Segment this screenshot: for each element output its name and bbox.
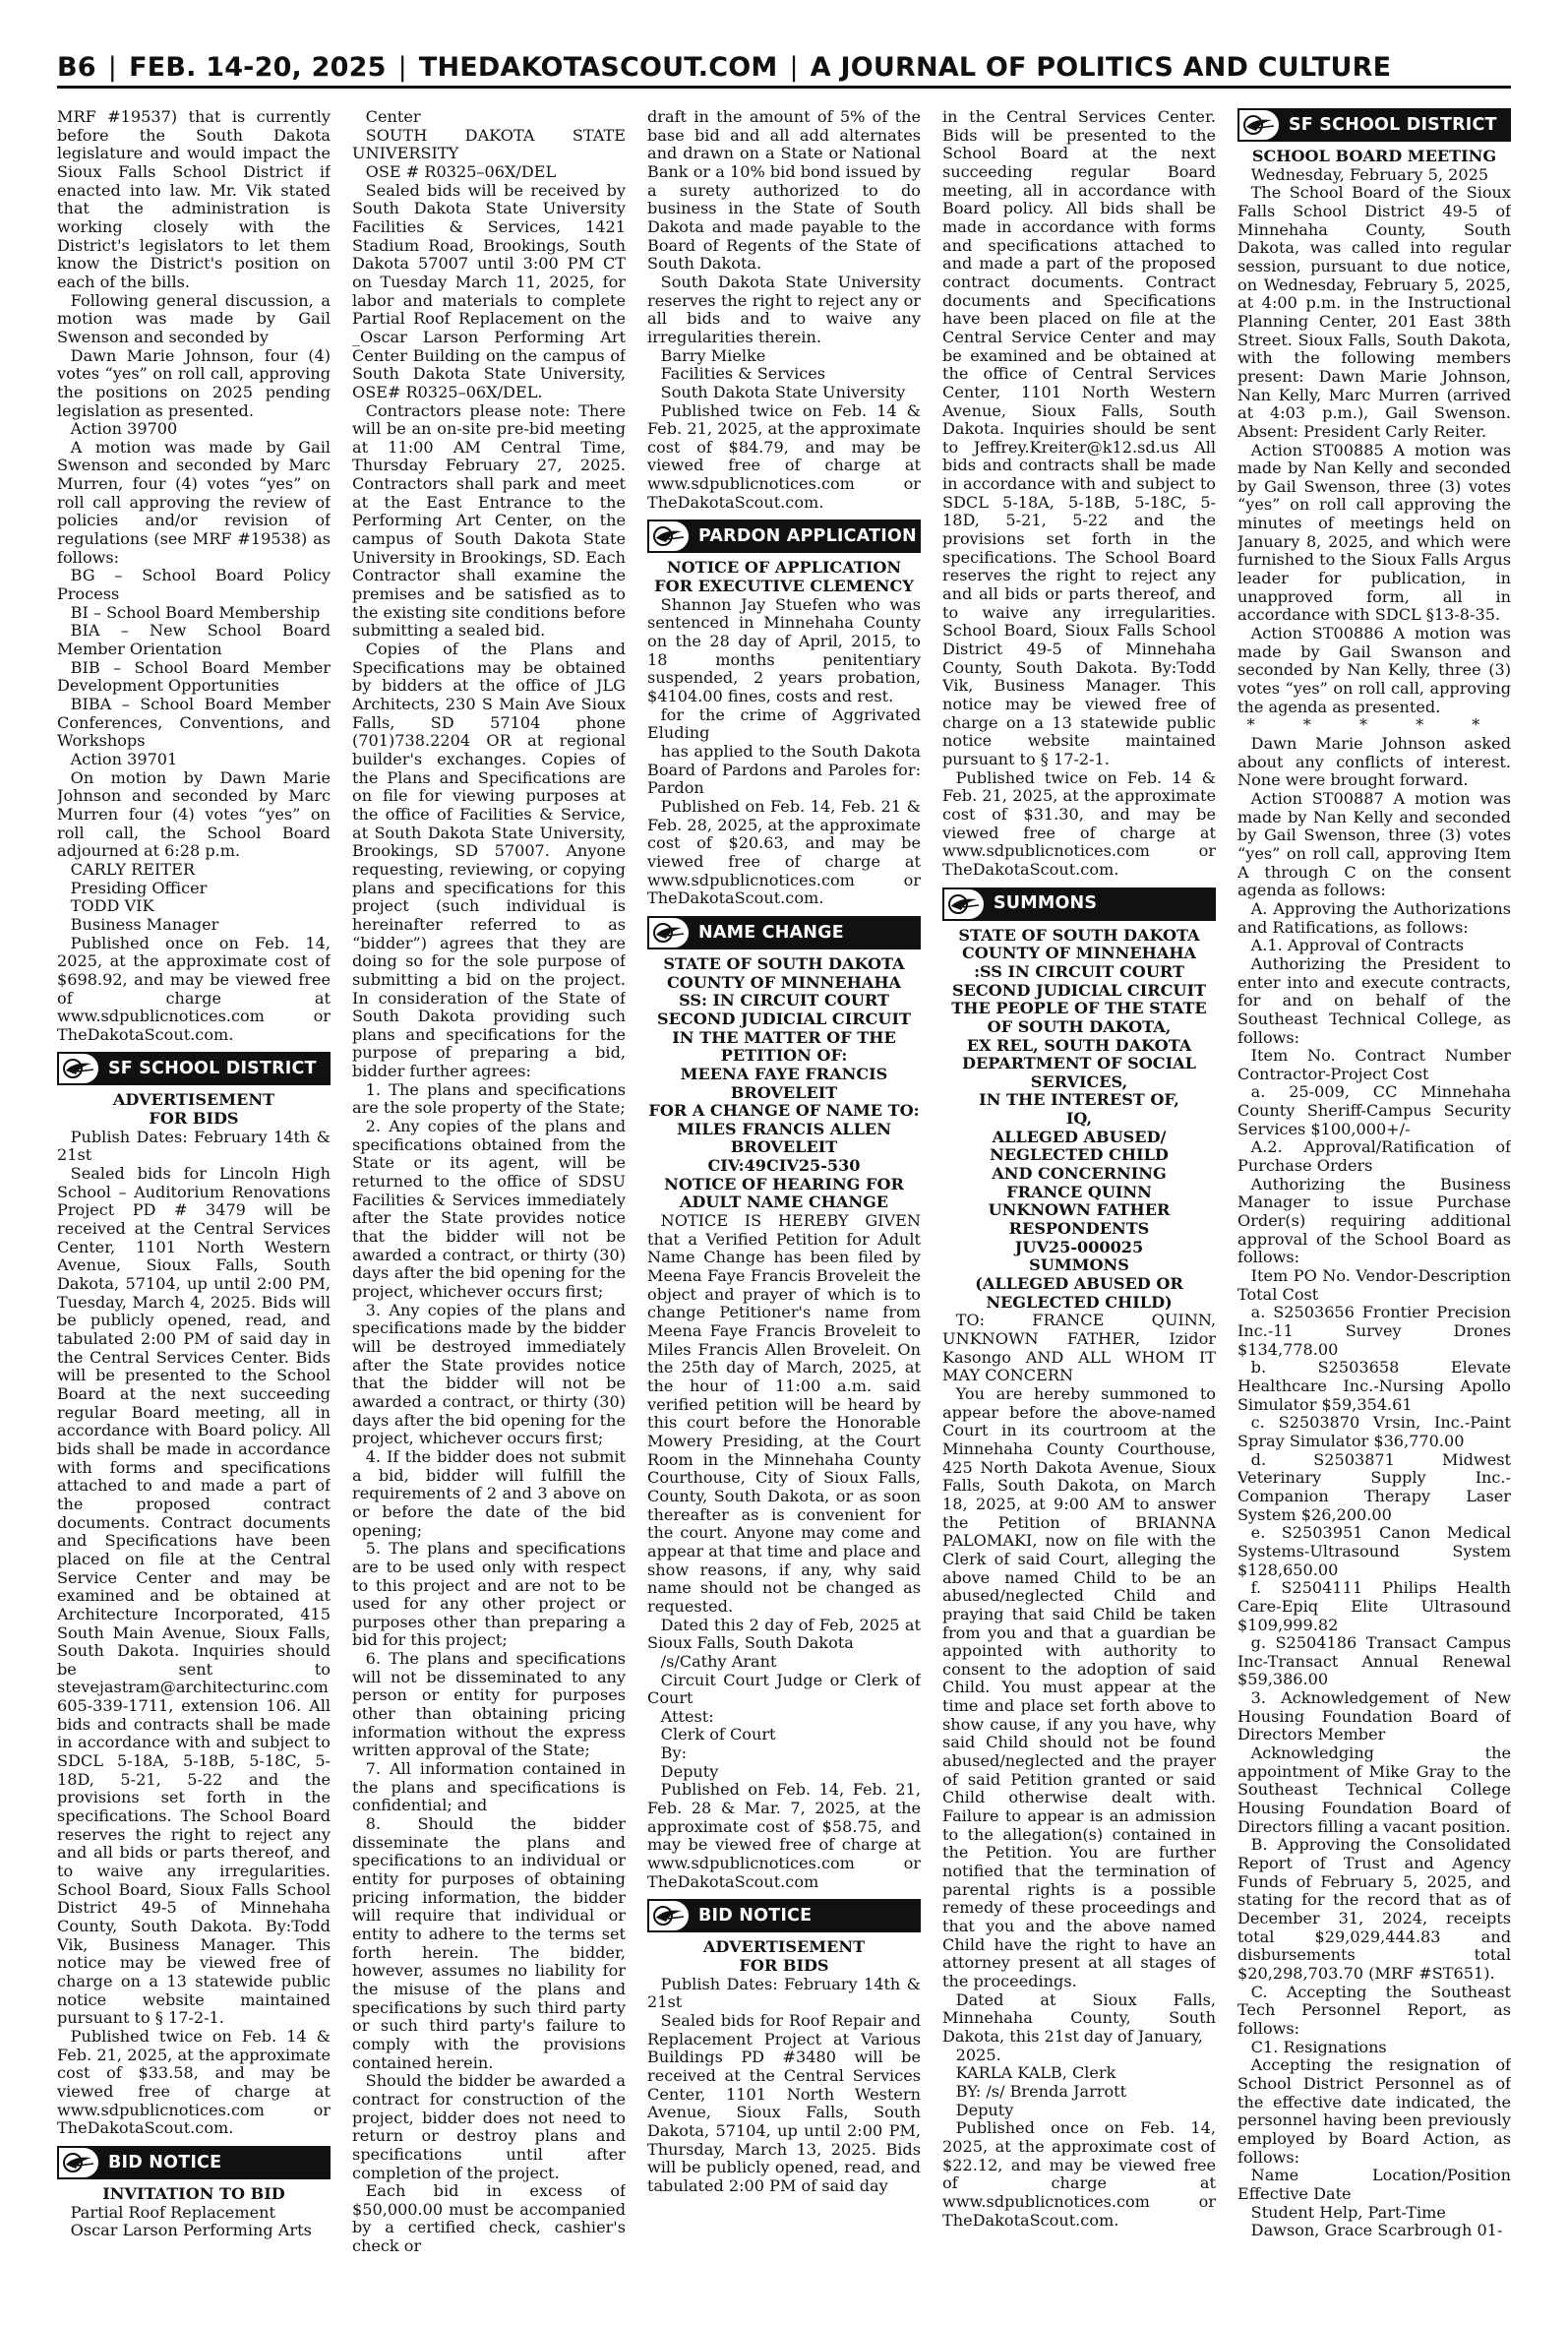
section-banner-sf-school-district [57, 1052, 331, 1085]
column-5 [1237, 108, 1511, 2302]
signature-title: Deputy [955, 2100, 1014, 2119]
scout-logo-icon [57, 2146, 100, 2179]
notice-paragraph: Should the bidder be awarded a contract for construction of the project, bidder does not need to return or destroy plans and specifications until after completion of the project. [352, 2071, 626, 2182]
section-title: SF SCHOOL DISTRICT [108, 1059, 317, 1079]
notice-heading: ADVERTISEMENT [702, 1937, 866, 1957]
tagline: A JOURNAL OF POLITICS AND CULTURE [810, 52, 1392, 83]
section-banner-sf-school-district [1237, 108, 1511, 142]
notice-paragraph: NOTICE IS HEREBY GIVEN that a Verified Petition for Adult Name Change has been filed by Meena Faye Francis Broveleit the object and prayer of which is to change Petitioner's name from Meena Faye Francis Broveleit to Miles Francis Allen Broveleit. On the 25th day of March, 2025, at the hour of 11:00 a.m. said verified petition will be heard by this court before the Honorable Mowery Presiding, at the Court Room in the Minnehaha County Courthouse, City of Sioux Falls, County, South Dakota, or as soon thereafter as is convenient for the court. Anyone may come and appear at that time and place and show reasons, if any, why said name should not be changed as requested. [647, 1211, 921, 1616]
signature-title: Deputy [660, 1761, 719, 1781]
notice-heading: :SS IN CIRCUIT COURT [974, 961, 1184, 981]
meeting-date: Wednesday, February 5, 2025 [1250, 164, 1489, 184]
signature-name: KARLA KALB, Clerk [955, 2063, 1116, 2083]
notice-heading: ADVERTISEMENT [112, 1090, 275, 1110]
list-item: d. S2503871 Midwest Veterinary Supply Inc.-Companion Therapy Laser System $26,200.00 [1237, 1449, 1511, 1524]
publication-note: Published twice on Feb. 14 & Feb. 21, 2025, at the approximate cost of $84.79, and may be viewed free of charge at www.sdpublicnotices.com or TheDakotaScout.com. [647, 400, 921, 512]
agreement-item: 1. The plans and specifications are the sole property of the State; [352, 1079, 626, 1118]
section-banner-name-change [647, 916, 921, 949]
notice-paragraph: C1. Resignations [1250, 2037, 1387, 2056]
notice-heading: CIV:49CIV25-530 [707, 1156, 861, 1176]
signature-title: Presiding Officer [70, 878, 208, 897]
signature-title: Attest: [660, 1706, 714, 1726]
notice-paragraph: TO: FRANCE QUINN, UNKNOWN FATHER, Izidor Kasongo AND ALL WHOM IT MAY CONCERN [942, 1311, 1216, 1385]
notice-heading: FRANCE QUINN [1006, 1182, 1152, 1201]
notice-paragraph: Shannon Jay Stuefen who was sentenced in Minnehaha County on the 28 day of April, 2015, to 18 months penitentiary suspended, 2 years probation, $4104.00 fines, costs and rest. [647, 594, 921, 706]
agreement-item: 6. The plans and specifications will not be disseminated to any person or entity for purposes other than obtaining pricing information without the express written approval of the State; [352, 1649, 626, 1760]
agreement-item: 3. Any copies of the plans and specifications made by the bidder will be destroyed immediately after the State provides notice that the bidder will not be awarded a contract, or thirty (30) days after the bid opening for the project, whichever occurs first; [352, 1300, 626, 1448]
list-item: Dawson, Grace Scarbrough 01- [1250, 2221, 1503, 2240]
site-link[interactable]: THEDAKOTASCOUT.COM [418, 52, 778, 83]
notice-heading: FOR BIDS [149, 1109, 239, 1129]
notice-paragraph: Each bid in excess of $50,000.00 must be accompanied by a certified check, cashier's check or [352, 2181, 626, 2256]
publication-note: Published once on Feb. 14, 2025, at the approximate cost of $22.12, and may be viewed free of charge at www.sdpublicnotices.com or TheDakotaScout.com. [942, 2118, 1216, 2230]
notice-paragraph: Sealed bids for Lincoln High School – Auditorium Renovations Project PD # 3479 will be received at the Central Services Center, 1101 North Western Avenue, Sioux Falls, South Dakota, 57104, up until 2:00 PM, Tuesday, March 4, 2025. Bids will be publicly opened, read, and tabulated 2:00 PM of said day in the Central Services Center. Bids will be presented to the School Board at the next succeeding regular Board meeting, all in accordance with Board policy. All bids shall be made in accordance with forms and specifications attached to and made a part of the proposed contract documents. Contract documents and Specifications have been placed on file at the Central Service Center and may be examined and be obtained at Architecture Incorporated, 415 South Main Avenue, Sioux Falls, South Dakota. Inquiries should be sent to stevejastram@architecturinc.com 605-339-1711, extension 106. All bids and contracts shall be made in accordance with and subject to SDCL 5-18A, 5-18B, 5-18C, 5-18D, 5-21, 5-22 and the provisions set forth in the specifications. The School Board reserves the right to reject any and all bids or parts thereof, and to waive any irregularities. School Board, Sioux Falls School District 49-5 of Minnehaha County, South Dakota. By:Todd Vik, Business Manager. This notice may be viewed free of charge on a 13 statewide public notice website maintained pursuant to § 17-2-1. [57, 1164, 331, 2028]
section-banner-pardon-application [647, 520, 921, 553]
section-title: SF SCHOOL DISTRICT [1289, 114, 1497, 135]
notice-heading: SCHOOL BOARD MEETING [1251, 147, 1497, 165]
column-3 [647, 108, 921, 2302]
notice-heading: COUNTY OF MINNEHAHA [961, 944, 1197, 963]
notice-paragraph: Action ST00887 A motion was made by Nan Kelly and seconded by Gail Swenson, three (3) votes “yes” on roll call, approving Item A through C on the consent agenda as follows: [1237, 788, 1511, 900]
column-2 [352, 108, 626, 2302]
list-item: g. S2504186 Transact Campus Inc-Transact Annual Renewal $59,386.00 [1237, 1633, 1511, 1689]
notice-paragraph: Oscar Larson Performing Arts [70, 2221, 312, 2240]
scout-logo-icon [647, 916, 691, 949]
scout-logo-icon [647, 1899, 691, 1932]
agreement-item: 5. The plans and specifications are to be used only with respect to this project and are not to be used for any other project or purposes other than preparing a bid for this project; [352, 1539, 626, 1650]
notice-heading: JUV25-000025 [1014, 1237, 1144, 1256]
notice-paragraph: A.2. Approval/Ratification of Purchase Orders [1237, 1137, 1511, 1176]
notice-heading: IN THE MATTER OF THE [672, 1027, 896, 1047]
notice-heading: FOR EXECUTIVE CLEMENCY [654, 577, 914, 596]
notice-heading: (ALLEGED ABUSED OR [975, 1274, 1183, 1294]
signature-name: TODD VIK [70, 896, 154, 916]
publication-note: Published twice on Feb. 14 & Feb. 21, 2025, at the approximate cost of $33.58, and may be viewed free of charge at www.sdpublicnotices.com or TheDakotaScout.com. [57, 2026, 331, 2138]
issue-date: FEB. 14-20, 2025 [129, 52, 387, 83]
notice-heading: NEGLECTED CHILD) [986, 1292, 1173, 1312]
notice-heading: STATE OF SOUTH DAKOTA [958, 925, 1200, 945]
notice-heading: ADULT NAME CHANGE [679, 1193, 889, 1212]
notice-heading: IQ, [1065, 1109, 1093, 1129]
notice-paragraph: A.1. Approval of Contracts [1250, 936, 1465, 955]
agreement-item: 8. Should the bidder disseminate the plans and specifications to an individual or entity for purposes of obtaining pricing information, the bidder will require that individual or entity to adhere to the terms set forth herein. The bidder, however, assumes no liability for the misuse of the plans and specifications by such third party or such third party's failure to comply with the provisions contained herein. [352, 1814, 626, 2072]
signature-name: Barry Mielke [660, 345, 766, 365]
publication-note: Published on Feb. 14, Feb. 21, Feb. 28 & Mar. 7, 2025, at the approximate cost of $58.75, and may be viewed free of charge at www.sdpublicnotices.com or TheDakotaScout.com [647, 1780, 921, 1891]
notice-paragraph: Action ST00886 A motion was made by Gail Swanson and seconded by Nan Kelly, three (3) votes “yes” on roll call, approving the agenda as presented. [1237, 624, 1511, 716]
agreement-item: 2. Any copies of the plans and specifications obtained from the State or its agent, will be returned to the office of SDSU Facilities & Services immediately after the State provides notice that the bidder will not be awarded a contract, or thirty (30) days after the bid opening for the project, whichever occurs first; [352, 1117, 626, 1301]
signature-title: By: [660, 1744, 688, 1763]
notice-paragraph: Center [365, 108, 421, 126]
notice-heading: FOR A CHANGE OF NAME TO: [648, 1101, 920, 1121]
notice-heading: ALLEGED ABUSED/ [992, 1127, 1167, 1146]
notice-columns [57, 108, 1511, 2302]
publication-note: Published on Feb. 14, Feb. 21 & Feb. 28, 2025, at the approximate cost of $20.63, and may be viewed free of charge at www.sdpublicnotices.com or TheDakotaScout.com. [647, 796, 921, 908]
list-item: c. S2503870 Vrsin, Inc.-Paint Spray Simulator $36,770.00 [1237, 1413, 1511, 1450]
policy-item: BIBA – School Board Member Conferences, Conventions, and Workshops [57, 695, 331, 751]
notice-heading: EX REL, SOUTH DAKOTA [966, 1035, 1192, 1055]
list-item: a. S2503656 Frontier Precision Inc.-11 Survey Drones $134,778.00 [1237, 1303, 1511, 1359]
notice-heading: THE PEOPLE OF THE STATE [951, 999, 1207, 1018]
notice-paragraph: On motion by Dawn Marie Johnson and seconded by Marc Murren four (4) votes “yes” on roll call, the School Board adjourned at 6:28 p.m. [57, 767, 331, 861]
notice-heading: MILES FRANCIS ALLEN [677, 1119, 891, 1138]
table-header: Name Location/Position Effective Date [1237, 2166, 1511, 2203]
notice-heading: SECOND JUDICIAL CIRCUIT [657, 1009, 911, 1028]
section-banner-summons [942, 887, 1216, 921]
section-banner-bid-notice [57, 2146, 331, 2179]
notice-paragraph: B. Approving the Consolidated Report of Trust and Agency Funds of February 5, 2025, and stating for the record that as of December 31, 2024, receipts total $29,029,444.83 and disbursements total $20,298,703.70 (MRF #ST651). [1237, 1835, 1511, 1983]
signature-title: South Dakota State University [660, 382, 906, 401]
notice-heading: NEGLECTED CHILD [990, 1145, 1169, 1165]
section-title: PARDON APPLICATION [698, 526, 917, 547]
notice-heading: FOR BIDS [739, 1956, 829, 1976]
scout-logo-icon [57, 1052, 100, 1085]
page-number: B6 [57, 52, 96, 83]
list-item: Student Help, Part-Time [1250, 2202, 1446, 2222]
publication-note: Published once on Feb. 14, 2025, at the approximate cost of $698.92, and may be viewed free of charge at www.sdpublicnotices.com or TheDakotaScout.com. [57, 933, 331, 1044]
table-header: Item No. Contract Number Contractor-Project Cost [1237, 1046, 1511, 1083]
scout-logo-icon [647, 520, 691, 553]
notice-heading: SECOND JUDICIAL CIRCUIT [952, 980, 1206, 1000]
notice-heading: INVITATION TO BID [102, 2183, 285, 2203]
notice-paragraph: in the Central Services Center. Bids will be presented to the School Board at the next succeeding regular Board meeting, all in accordance with Board policy. All bids shall be made in accordance with forms and specifications attached to and made a part of the proposed contract documents. Contract documents and Specifications have been placed on file at the Central Service Center and may be examined and be obtained at the office of Central Services Center, 1101 North Western Avenue, Sioux Falls, South Dakota. Inquiries should be sent to Jeffrey.Kreiter@k12.sd.us All bids and contracts shall be made in accordance with and subject to SDCL 5-18A, 5-18B, 5-18C, 5-18D, 5-21, 5-22 and the provisions set forth in the specifications. The School Board reserves the right to reject any and all bids or parts thereof, and to waive any irregularities. School Board, Sioux Falls School District 49-5 of Minnehaha County, South Dakota. By:Todd Vik, Business Manager. This notice may be viewed free of charge on a 13 statewide public notice website maintained pursuant to § 17-2-1. [942, 108, 1216, 768]
action-number: Action 39700 [70, 419, 178, 439]
header-separator: | [789, 52, 799, 83]
notice-paragraph: A motion was made by Gail Swenson and seconded by Marc Murren, four (4) votes “yes” on roll call approving the review of policies and/or revision of regulations (see MRF #19538) as follows: [57, 437, 331, 567]
section-title: BID NOTICE [698, 1906, 813, 1927]
column-1 [57, 108, 331, 2302]
notice-paragraph: Sealed bids for Roof Repair and Replacement Project at Various Buildings PD #3480 will be received at the Central Services Center, 1101 North Western Avenue, Sioux Falls, South Dakota, 57104, up until 2:00 PM, Thursday, March 13, 2025. Bids will be publicly opened, read, and tabulated 2:00 PM of said day [647, 2011, 921, 2195]
notice-heading: AND CONCERNING [992, 1164, 1167, 1184]
notice-paragraph: Sealed bids will be received by South Dakota State University Facilities & Services, 1421 Stadium Road, Brookings, South Dakota 57007 until 3:00 PM CT on Tuesday March 11, 2025, for labor and materials to complete Partial Roof Replacement on the _Oscar Larson Performing Art Center Building on the campus of South Dakota State University, OSE# R0325–06X/DEL. [352, 180, 626, 401]
notice-heading: DEPARTMENT OF SOCIAL [962, 1054, 1196, 1073]
signature-title: Facilities & Services [660, 364, 826, 384]
list-item: f. S2504111 Philips Health Care-Epiq Elite Ultrasound $109,999.82 [1237, 1578, 1511, 1634]
publication-note: Published twice on Feb. 14 & Feb. 21, 2025, at the approximate cost of $31.30, and may be viewed free of charge at www.sdpublicnotices.com or TheDakotaScout.com. [942, 767, 1216, 879]
notice-heading: STATE OF SOUTH DAKOTA [663, 953, 905, 973]
notice-heading: SERVICES, [1030, 1071, 1128, 1091]
notice-heading: SUMMONS [1029, 1255, 1129, 1275]
list-item: e. S2503951 Canon Medical Systems-Ultrasound System $128,650.00 [1237, 1523, 1511, 1579]
notice-paragraph: Dawn Marie Johnson, four (4) votes “yes” on roll call, approving the positions on 2025 pending legislation as presented. [57, 345, 331, 420]
policy-item: BIB – School Board Member Development Opportunities [57, 657, 331, 696]
policy-item: BI – School Board Membership [70, 602, 321, 622]
notice-paragraph: for the crime of Aggrivated Eluding [647, 704, 921, 743]
column-4 [942, 108, 1216, 2302]
notice-heading: NOTICE OF APPLICATION [666, 558, 902, 578]
agreement-item: 7. All information contained in the plans and specifications is confidential; and [352, 1759, 626, 1815]
agreement-item: 4. If the bidder does not submit a bid, bidder will fulfill the requirements of 2 and 3 above on or before the date of the bid opening; [352, 1446, 626, 1540]
notice-heading: MEENA FAYE FRANCIS [680, 1064, 888, 1083]
signature-name: CARLY REITER [70, 859, 195, 879]
notice-paragraph: C. Accepting the Southeast Tech Personnel Report, as follows: [1237, 1982, 1511, 2038]
notice-paragraph: has applied to the South Dakota Board of Pardons and Paroles for: Pardon [647, 742, 921, 798]
header-separator: | [397, 52, 407, 83]
notice-paragraph: You are hereby summoned to appear before the above-named Court in its courtroom at the Minnehaha County Courthouse, 425 North Dakota Avenue, Sioux Falls, South Dakota, on March 18, 2025, at 9:00 AM to answer the Petition of BRIANNA PALOMAKI, now on file with the Clerk of said Court, alleging the above named Child to be an abused/neglected Child and praying that said Child be taken from you and that a guardian be appointed with authority to consent to the adoption of said Child. You must appear at the time and place set forth above to show cause, if any you have, why said Child should not be found abused/neglected and the prayer of said Petition granted or said Child otherwise dealt with. Failure to appear is an admission to the allegation(s) contained in the Petition. You are further notified that the termination of parental rights is a possible remedy of these proceedings and that you and the above named Child have the right to have an attorney present at all stages of the proceedings. [942, 1383, 1216, 1990]
policy-item: BG – School Board Policy Process [57, 566, 331, 604]
header-separator: | [107, 52, 118, 83]
signature-title: Clerk of Court [660, 1725, 776, 1744]
notice-paragraph: Publish Dates: February 14th & 21st [57, 1127, 331, 1165]
notice-paragraph: The School Board of the Sioux Falls School District 49-5 of Minnehaha County, South Dakota, was called into regular session, pursuant to due notice, on Wednesday, February 5, 2025, at 4:00 p.m. in the Instructional Planning Center, 201 East 38th Street. Sioux Falls, South Dakota, with the following members present: Dawn Marie Johnson, Nan Kelly, Marc Murren (arrived at 4:03 p.m.), Gail Swenson. Absent: President Carly Reiter. [1237, 183, 1511, 441]
signature-title: Business Manager [70, 914, 219, 934]
scout-logo-icon [942, 887, 986, 921]
notice-heading: PETITION OF: [720, 1046, 848, 1066]
page-header [57, 49, 1511, 89]
notice-paragraph: Following general discussion, a motion was made by Gail Swenson and seconded by [57, 290, 331, 346]
notice-paragraph: Partial Roof Replacement [70, 2202, 275, 2222]
notice-paragraph: MRF #19537) that is currently before the South Dakota legislature and would impact the Sioux Falls School District if enacted into law. Mr. Vik stated that the administration is working closely with the District's legislators to let them know the District's position on each of the bills. [57, 108, 331, 291]
notice-paragraph: Authorizing the Business Manager to issue Purchase Order(s) requiring additional approval of the School Board as follows: [1237, 1174, 1511, 1267]
section-divider: * * * * * [1246, 715, 1502, 735]
notice-paragraph: draft in the amount of 5% of the base bid and all add alternates and drawn on a State or National Bank or a 10% bid bond issued by a surety authorized to do business in the State of South Dakota and made payable to the Board of Regents of the State of South Dakota. [647, 108, 921, 274]
table-header: Item PO No. Vendor-Description Total Cost [1237, 1266, 1511, 1304]
notice-paragraph: A. Approving the Authorizations and Ratifications, as follows: [1237, 898, 1511, 937]
notice-paragraph: Accepting the resignation of School District Personnel as of the effective date indicated, the personnel having been previously employed by Board Action, as follows: [1237, 2055, 1511, 2167]
signature-title: Circuit Court Judge or Clerk of Court [647, 1670, 921, 1708]
signature-name: /s/Cathy Arant [660, 1651, 777, 1671]
notice-heading: SS: IN CIRCUIT COURT [679, 991, 889, 1010]
signature-name: BY: /s/ Brenda Jarrott [955, 2081, 1127, 2101]
notice-heading: BROVELEIT [730, 1137, 838, 1157]
notice-paragraph: Publish Dates: February 14th & 21st [647, 1974, 921, 2012]
notice-heading: OF SOUTH DAKOTA, [987, 1016, 1172, 1036]
notice-heading: COUNTY OF MINNEHAHA [666, 972, 902, 992]
notice-paragraph: 2025. [955, 2045, 1001, 2064]
notice-paragraph: Authorizing the President to enter into and execute contracts, for and on behalf of the Southeast Technical College, as follows: [1237, 953, 1511, 1047]
notice-paragraph: SOUTH DAKOTA STATE UNIVERSITY [352, 125, 626, 163]
notice-heading: NOTICE OF HEARING FOR [664, 1174, 904, 1193]
notice-heading: UNKNOWN FATHER [988, 1200, 1171, 1220]
notice-paragraph: Acknowledging the appointment of Mike Gray to the Southeast Technical College Housing Foundation Board of Directors filling a vacant position. [1237, 1744, 1511, 1836]
list-item: b. S2503658 Elevate Healthcare Inc.-Nursing Apollo Simulator $59,354.61 [1237, 1358, 1511, 1414]
scout-logo-icon [1237, 108, 1281, 142]
notice-paragraph: Action ST00885 A motion was made by Nan Kelly and seconded by Gail Swenson, three (3) votes “yes” on roll call approving the minutes of meetings held on January 8, 2025, and which were furnished to the Sioux Falls Argus leader for publication, in unapproved form, all in accordance with SDCL §13-8-35. [1237, 440, 1511, 625]
notice-paragraph: OSE # R0325–06X/DEL [365, 161, 557, 181]
policy-item: BIA – New School Board Member Orientation [57, 621, 331, 659]
notice-paragraph: 3. Acknowledgement of New Housing Foundation Board of Directors Member [1237, 1688, 1511, 1744]
notice-paragraph: Dated at Sioux Falls, Minnehaha County, South Dakota, this 21st day of January, [942, 1989, 1216, 2046]
notice-heading: IN THE INTEREST OF, [979, 1090, 1179, 1110]
section-banner-bid-notice [647, 1899, 921, 1932]
list-item: a. 25-009, CC Minnehaha County Sheriff-Campus Security Services $100,000+/- [1237, 1082, 1511, 1138]
section-title: BID NOTICE [108, 2152, 222, 2172]
notice-paragraph: Dawn Marie Johnson asked about any conflicts of interest. None were brought forward. [1237, 734, 1511, 790]
notice-heading: BROVELEIT [730, 1082, 838, 1102]
action-number: Action 39701 [70, 749, 178, 768]
notice-paragraph: Dated this 2 day of Feb, 2025 at Sioux Falls, South Dakota [647, 1615, 921, 1653]
section-title: SUMMONS [994, 893, 1098, 914]
notice-paragraph: South Dakota State University reserves the right to reject any or all bids and to waive any irregularities therein. [647, 272, 921, 346]
notice-paragraph: Contractors please note: There will be an on-site pre-bid meeting at 11:00 AM Central Time, Thursday February 27, 2025. Contractors shall park and meet at the East Entrance to the Performing Art Center, on the campus of South Dakota State University in Brookings, SD. Each Contractor shall examine the premises and be satisfied as to the existing site conditions before submitting a sealed bid. [352, 400, 626, 641]
notice-paragraph: Copies of the Plans and Specifications may be obtained by bidders at the office of JLG Architects, 230 S Main Ave Sioux Falls, SD 57104 phone (701)738.2204 OR at regional builder's exchanges. Copies of the Plans and Specifications are on file for viewing purposes at the office of Facilities & Service, at South Dakota State University, Brookings, SD 57007. Anyone requesting, reviewing, or copying plans and specifications for this project (such individual is hereinafter referred to as “bidder”) agrees that they are doing so for the sole purpose of submitting a bid on the project. In consideration of the State of South Dakota providing such plans and specifications for the purpose of preparing a bid, bidder further agrees: [352, 640, 626, 1081]
notice-heading: RESPONDENTS [1008, 1219, 1150, 1239]
section-title: NAME CHANGE [698, 922, 844, 943]
